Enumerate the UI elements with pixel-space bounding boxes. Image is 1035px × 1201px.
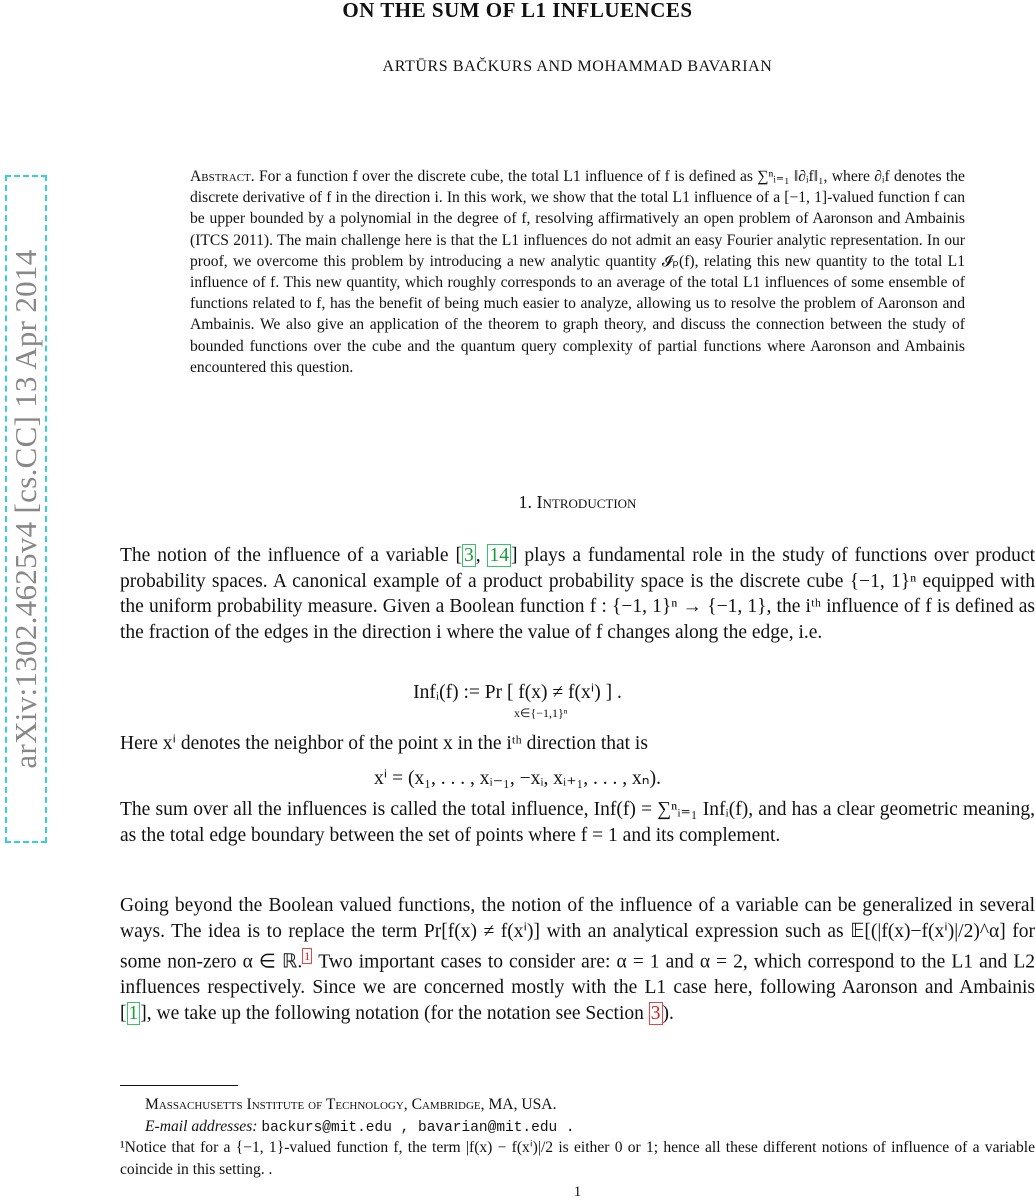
equation-subscript: x∈{−1,1}ⁿ [514,706,568,720]
email-list[interactable]: backurs@mit.edu , bavarian@mit.edu . [261,1120,575,1136]
affiliation: Massachusetts Institute of Technology, Cambridge, MA, USA. [145,1096,557,1113]
paragraph-text: plays a fundamental role in the study of functions over product probability spaces. A canonical example of a product probability space is the discrete cube {−1, 1}ⁿ equipped with the uniform probability measure. Given a Boolean function f : {−1, 1}ⁿ → {−1, 1}, the iᵗʰ influence of f is defined as the fraction of the edges in the direction i where the value of f changes along the edge, i.e. [120,545,1035,643]
email-addresses [145,1116,1035,1139]
intro-paragraph-3: The sum over all the influences is called the total influence, Inf(f) = ∑ⁿᵢ₌₁ Infᵢ(f), and has a clear geometric meaning, as the total edge boundary between the set of points where f = 1 and its complement. [120,799,1035,846]
citation-link[interactable]: 3 [463,545,474,566]
section-heading: 1. Introduction [518,492,637,512]
paper-authors: ARTŪRS BAČKURS AND MOHAMMAD BAVARIAN [382,58,773,75]
abstract-label: Abstract. [190,168,255,185]
footnote-1: ¹Notice that for a {−1, 1}-valued function f, the term |f(x) − f(xⁱ)|/2 is either 0 or 1; hence all these different notions of influence of a variable coincide in this setting. . [120,1139,1035,1178]
citation-link[interactable]: 1 [128,1002,139,1024]
paragraph-text: The notion of the influence of a variable [120,545,456,566]
abstract-text: For a function f over the discrete cube, the total L1 influence of f is defined as ∑ⁿᵢ₌₁ ‖∂ᵢf‖₁, where ∂ᵢf denotes the discrete derivative of f in the direction i. In this work, we show that the total L1 influence of a [−1, 1]-valued function f can be upper bounded by a polynomial in the degree of f, resolving affirmatively an open problem of Aaronson and Ambainis (ITCS 2011). The main challenge here is that the L1 influences do not admit an easy Fourier analytic representation. In our proof, we overcome this problem by introducing a new analytic quantity 𝓘ₚ(f), relating this new quantity to the total L1 influence of f. This new quantity, which roughly corresponds to an average of the total L1 influences of some ensemble of functions related to f, has the benefit of being much easier to analyze, allowing us to resolve the problem of Aaronson and Ambainis. We also give an application of the theorem to graph theory, and discuss the connection between the study of bounded functions over the cube and the quantum query complexity of partial functions where Aaronson and Ambainis encountered this question. [190,168,965,376]
abstract [190,166,965,378]
equation-neighbor: xⁱ = (x₁, . . . , xᵢ₋₁, −xᵢ, xᵢ₊₁, . . . , xₙ). [374,768,661,789]
page-number: 1 [573,1184,582,1200]
paragraph-text: ). [662,1002,674,1024]
section-link[interactable]: 3 [650,1002,661,1024]
paper-title: ON THE SUM OF L1 INFLUENCES [342,0,693,22]
paragraph-text: , we take up the following notation (for the notation see Section [146,1002,649,1024]
arxiv-stamp: arXiv:1302.4625v4 [cs.CC] 13 Apr 2014 [8,249,43,769]
citation-link[interactable]: 14 [489,545,509,566]
email-label: E-mail addresses: [145,1118,258,1135]
intro-paragraph-4: Going beyond the Boolean valued functions, the notion of the influence of a variable can be generalized in several ways. The idea is to replace the term Pr[f(x) ≠ f(xⁱ)] with an analytical expression such as 𝔼[(|f(x)−f(xⁱ)|/2)^α] for some non-zero α ∈ ℝ. $^1$ Two important cases to consider are: α = 1 and α = 2, which correspond to the L1 and L2 influences respectively. Since we are concerned mostly with the L1 case here, following Aaronson and Ambainis [ 1 ], we take up the following notation (for the notation see Section 3 ). [120,895,1035,1024]
footnote-link[interactable]: 1 [304,949,311,963]
paragraph-text: Going beyond the Boolean valued functions, the notion of the influence of a variable can be generalized in several ways. The idea is to replace the term Pr[f(x) ≠ f(xⁱ)] with an analytical expression such as 𝔼[(|f(x)−f(xⁱ)|/2)^α] for some non-zero α ∈ ℝ. [120,895,1035,973]
footnote-divider [120,1085,238,1086]
equation-influence: Infᵢ(f) := Pr [ f(x) ≠ f(xⁱ) ] . [413,682,622,703]
intro-paragraph-2: Here xⁱ denotes the neighbor of the point x in the iᵗʰ direction that is [120,733,648,754]
intro-paragraph-1: The notion of the influence of a variable [ 3 , 14 ] plays a fundamental role in the study of functions over product probability spaces. A canonical example of a product probability space is the discrete cube {−1, 1}ⁿ equipped with the uniform probability measure. Given a Boolean function f : {−1, 1}ⁿ → {−1, 1}, the iᵗʰ influence of f is defined as the fraction of the edges in the direction i where the value of f changes along the edge, i.e. [120,545,1035,643]
paragraph-text: Two important cases to consider are: α = 1 and α = 2, which correspond to the L1 and L2 influences respectively. Since we are concerned mostly with the L1 case here, following Aaronson and Ambainis [120,951,1035,998]
